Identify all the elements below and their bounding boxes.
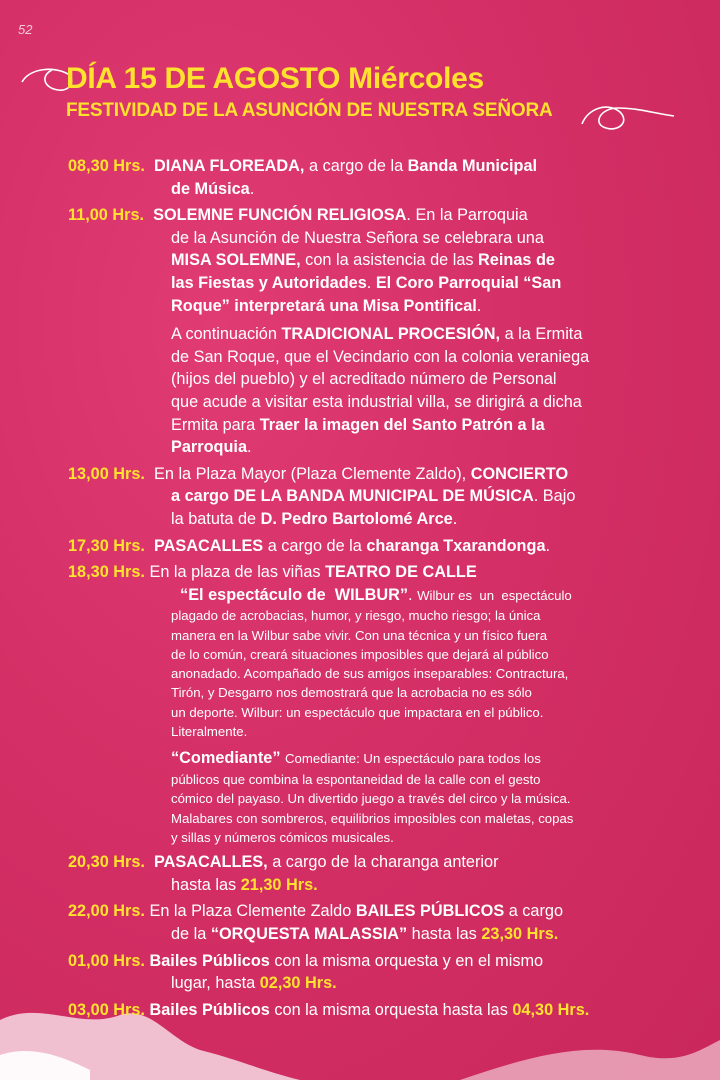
schedule-entry: 17,30 Hrs. PASACALLES a cargo de la charanga Txarandonga.: [68, 536, 551, 555]
page-subtitle: FESTIVIDAD DE LA ASUNCIÓN DE NUESTRA SEÑORA: [66, 100, 553, 121]
entry-time: 03,00 Hrs.: [68, 1000, 145, 1019]
schedule-entry: 08,30 Hrs. DIANA FLOREADA, a cargo de la Banda Municipal de Música.: [68, 155, 668, 200]
header: [66, 62, 553, 122]
schedule-entry: 18,30 Hrs. En la plaza de las viñas TEATRO DE CALLE “El espectáculo de WILBUR”. Wilbur es un espectáculo plagado de acrobacias, humor, y riesgo, mucho riesgo; la única manera en la Wilbur sabe vivir. Con una técnica y un físico fuera de lo común, creará situaciones imposibles que dejará al público anonadado. Acompañado de sus amigos inseparables: Contractura, Tirón, y Desgarro nos demostrará que la acrobacia no es sólo un deporte. Wilbur: un espectáculo que impactara en el público. Literalmente. “Comediante” Comediante: Un espectáculo para todos los públicos que combina la espontaneidad de la calle con el gesto cómico del payaso. Un divertido juego a través del circo y la música. Malabares con sombreros, equilibrios imposibles con maletas, copas y sillas y números cómicos musicales.: [68, 561, 668, 847]
entry-time: 11,00 Hrs.: [68, 206, 145, 225]
entry-time: 18,30 Hrs.: [68, 563, 145, 582]
schedule-entry: 13,00 Hrs. En la Plaza Mayor (Plaza Clemente Zaldo), CONCIERTO a cargo DE LA BANDA MUNICIPAL DE MÚSICA. Bajo la batuta de D. Pedro Bartolomé Arce.: [68, 464, 576, 528]
entry-time: 13,00 Hrs.: [68, 464, 145, 483]
schedule-entry: 03,00 Hrs. Bailes Públicos con la misma orquesta hasta las 04,30 Hrs.: [68, 1000, 590, 1019]
swirl-right-icon: [578, 96, 678, 140]
entry-time: 17,30 Hrs.: [68, 536, 145, 555]
entry-line: 08,30 Hrs. DIANA FLOREADA, a cargo de la Banda Municipal: [68, 157, 538, 175]
entry-time: 22,00 Hrs.: [68, 902, 145, 921]
schedule-entry: 22,00 Hrs. En la Plaza Clemente Zaldo BAILES PÚBLICOS a cargo de la “ORQUESTA MALASSIA” hasta las 23,30 Hrs.: [68, 902, 564, 943]
entry-time: 01,00 Hrs.: [68, 951, 145, 970]
entry-paragraph: A continuación TRADICIONAL PROCESIÓN, a la Ermita de San Roque, que el Vecindario con la colonia veraniega (hijos del pueblo) y el acreditado número de Personal que acude a visitar esta industrial villa, se dirigirá a dicha Ermita para Traer la imagen del Santo Patrón a la Parroquia.: [171, 325, 590, 457]
page-number: 52: [18, 22, 33, 37]
entry-time: 20,30 Hrs.: [68, 853, 145, 872]
schedule-list: [68, 155, 668, 1025]
page-title: DÍA 15 DE AGOSTO Miércoles: [66, 62, 484, 95]
schedule-entry: 01,00 Hrs. Bailes Públicos con la misma orquesta y en el mismo lugar, hasta 02,30 Hrs.: [68, 951, 544, 993]
schedule-entry: 11,00 Hrs. SOLEMNE FUNCIÓN RELIGIOSA. En la Parroquia de la Asunción de Nuestra Señora se celebrara una MISA SOLEMNE, con la asistencia de las Reinas de las Fiestas y Autoridades. El Coro Parroquial “San Roque” interpretará una Misa Pontifical. A continuación TRADICIONAL PROCESIÓN, a la Ermita de San Roque, que el Vecindario con la colonia veraniega (hijos del pueblo) y el acreditado número de Personal que acude a visitar esta industrial villa, se dirigirá a dicha Ermita para Traer la imagen del Santo Patrón a la Parroquia.: [68, 204, 668, 459]
entry-time: 08,30 Hrs.: [68, 157, 145, 175]
entry-paragraph: “Comediante” Comediante: Un espectáculo para todos los públicos que combina la espontaneidad de la calle con el gesto cómico del payaso. Un divertido juego a través del circo y la música. Malabares con sombreros, equilibrios imposibles con maletas, copas y sillas y números cómicos musicales.: [171, 749, 574, 845]
schedule-entry: 20,30 Hrs. PASACALLES, a cargo de la charanga anterior hasta las 21,30 Hrs.: [68, 853, 499, 894]
